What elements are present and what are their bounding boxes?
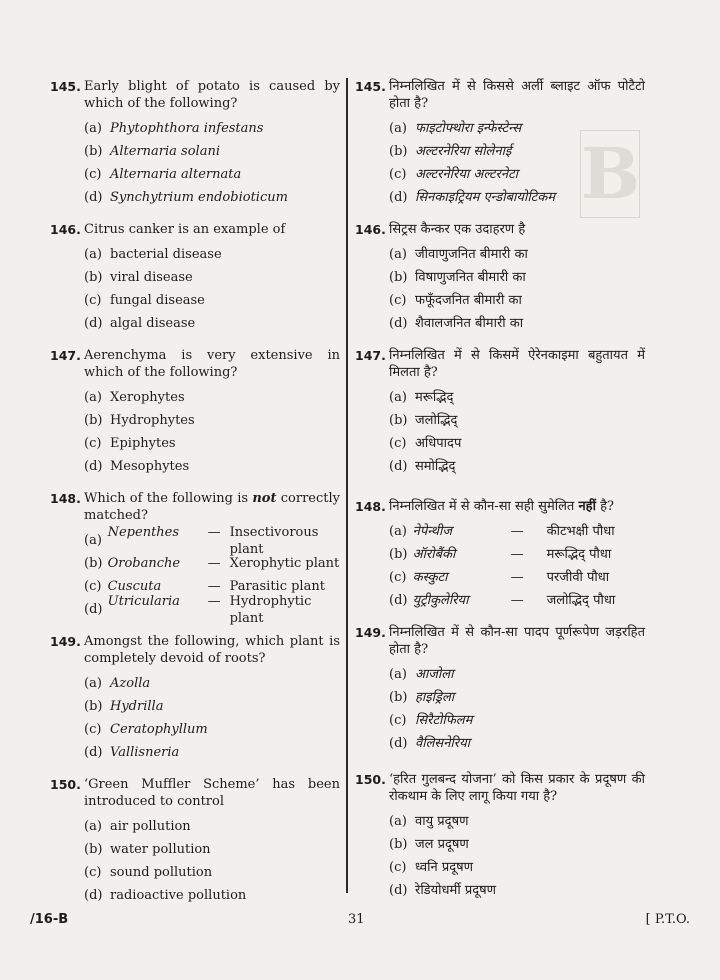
match-description: मरूद्भिद् पौधा	[546, 547, 612, 562]
option	[84, 741, 340, 764]
question-stem	[355, 624, 645, 658]
column-divider	[346, 78, 348, 893]
option-list	[84, 524, 340, 626]
option	[84, 455, 340, 478]
question	[50, 490, 340, 626]
option-letter: (a)	[84, 390, 102, 405]
match-term: ऑरोबैंकी	[412, 547, 456, 562]
option-letter: (d)	[389, 190, 408, 205]
option-list	[84, 815, 340, 907]
question-text: सिट्रस कैन्कर एक उदाहरण है	[389, 222, 526, 237]
please-turn-over: [ P.T.O.	[645, 912, 690, 927]
option-text: जल प्रदूषण	[415, 837, 469, 852]
question-text: ‘Green Muffler Scheme’ has been introduced to control	[84, 777, 340, 809]
match-term: Cuscuta	[107, 579, 162, 594]
match-dash: —	[207, 579, 221, 594]
option	[389, 289, 645, 312]
option-text: अल्टरनेरिया अल्टरनेटा	[415, 167, 519, 182]
option-list	[84, 117, 340, 209]
option	[84, 140, 340, 163]
option-text: Xerophytes	[110, 390, 185, 405]
match-description: कीटभक्षी पौधा	[546, 524, 615, 539]
option-letter: (c)	[389, 293, 407, 308]
option-letter: (b)	[389, 547, 408, 562]
option-letter: (c)	[389, 436, 407, 451]
option-letter: (a)	[389, 814, 407, 829]
option-list	[84, 386, 340, 478]
question	[50, 78, 340, 209]
option-text: Mesophytes	[110, 459, 190, 474]
option	[389, 409, 645, 432]
option-letter: (a)	[389, 524, 407, 539]
match-pair	[108, 524, 340, 558]
option-letter: (d)	[389, 316, 408, 331]
question-text	[84, 490, 340, 524]
option-text: फफूँदजनित बीमारी का	[415, 293, 522, 308]
option-letter: (a)	[389, 667, 407, 682]
option	[389, 663, 645, 686]
option	[84, 884, 340, 907]
option-letter: (a)	[84, 533, 102, 548]
english-column	[50, 78, 340, 907]
option-text: अधिपादप	[415, 436, 462, 451]
question-number: 148.	[355, 499, 386, 514]
option-letter: (d)	[84, 602, 103, 617]
question-number: 150.	[355, 772, 386, 787]
option	[84, 163, 340, 186]
question	[50, 776, 340, 907]
option-list	[389, 117, 645, 209]
option-letter: (b)	[84, 699, 103, 714]
option	[389, 833, 645, 856]
question-text: Citrus canker is an example of	[84, 222, 286, 237]
option-letter: (d)	[389, 736, 408, 751]
question-number: 150.	[50, 777, 81, 792]
question-text: निम्नलिखित में से किससे अर्ली ब्लाइट ऑफ पोटैटो होता है?	[389, 79, 645, 111]
option	[389, 266, 645, 289]
option-letter: (b)	[389, 144, 408, 159]
option-text: Azolla	[110, 676, 151, 691]
question-number: 148.	[50, 491, 81, 506]
option-text: viral disease	[110, 270, 193, 285]
option-letter: (d)	[84, 745, 103, 760]
option	[389, 432, 645, 455]
option-text: आजोला	[415, 667, 454, 682]
option-letter: (c)	[84, 579, 102, 594]
option-text: Hydrophytes	[110, 413, 195, 428]
option-letter: (c)	[389, 713, 407, 728]
option-letter: (b)	[84, 413, 103, 428]
option	[84, 117, 340, 140]
option	[389, 243, 645, 266]
option-letter: (a)	[84, 247, 102, 262]
option	[389, 566, 645, 589]
question-text: निम्नलिखित में से कौन-सा पादप पूर्णरूपेण जड़रहित होता है?	[389, 625, 645, 657]
option-text: शैवालजनित बीमारी का	[415, 316, 524, 331]
option-letter: (b)	[84, 144, 103, 159]
match-description: Insectivorous plant	[229, 524, 319, 557]
question-number: 149.	[50, 634, 81, 649]
option-letter: (a)	[389, 390, 407, 405]
question-stem	[355, 347, 645, 381]
question-stem	[50, 78, 340, 112]
option	[84, 861, 340, 884]
match-pair	[413, 546, 645, 563]
question-stem	[50, 776, 340, 810]
match-dash: —	[510, 547, 524, 562]
option-list	[84, 243, 340, 335]
option-text: algal disease	[110, 316, 196, 331]
question-number: 147.	[50, 348, 81, 363]
question-text-part: correctly matched?	[84, 491, 340, 523]
option-letter: (a)	[84, 121, 102, 136]
option-letter: (a)	[84, 676, 102, 691]
option-letter: (c)	[84, 436, 102, 451]
question-stem	[50, 347, 340, 381]
option-text: Vallisneria	[110, 745, 180, 760]
question	[50, 221, 340, 335]
match-dash: —	[207, 556, 221, 571]
question-text: निम्नलिखित में से किसमें ऐरेनकाइमा बहुतायत में मिलता है?	[389, 348, 645, 380]
option-letter: (b)	[84, 842, 103, 857]
match-dash: —	[510, 570, 524, 585]
question-number: 145.	[50, 79, 81, 94]
option-list	[389, 663, 645, 755]
option-text: air pollution	[110, 819, 191, 834]
option-letter: (d)	[84, 316, 103, 331]
question-number: 149.	[355, 625, 386, 640]
option	[84, 552, 340, 575]
option-letter: (a)	[389, 247, 407, 262]
option-letter: (b)	[84, 270, 103, 285]
option	[389, 879, 645, 902]
option-letter: (b)	[389, 837, 408, 852]
question-stem	[355, 78, 645, 112]
option-text: समोद्भिद्	[415, 459, 456, 474]
question-stem	[50, 221, 340, 238]
match-description: Xerophytic plant	[229, 556, 340, 571]
match-description: जलोद्भिद् पौधा	[546, 593, 616, 608]
option	[389, 117, 645, 140]
option	[389, 732, 645, 755]
option	[84, 409, 340, 432]
option-letter: (b)	[389, 413, 408, 428]
match-pair	[108, 593, 340, 627]
question-number: 147.	[355, 348, 386, 363]
option-letter: (a)	[389, 121, 407, 136]
match-pair	[413, 523, 645, 540]
option-list	[389, 243, 645, 335]
question-text-part: निम्नलिखित में से कौन-सा सही सुमेलित	[389, 499, 579, 514]
option-text: sound pollution	[110, 865, 213, 880]
option	[389, 543, 645, 566]
option	[84, 672, 340, 695]
option	[84, 186, 340, 209]
question	[50, 633, 340, 764]
option-list	[389, 810, 645, 902]
question	[355, 78, 645, 209]
booklet-code: /16-B	[30, 912, 69, 927]
option	[389, 589, 645, 612]
question	[355, 771, 645, 902]
option	[84, 432, 340, 455]
option	[84, 243, 340, 266]
option	[389, 140, 645, 163]
option-text: विषाणुजनित बीमारी का	[415, 270, 526, 285]
option-text: सिनकाइट्रियम एन्डोबायोटिकम	[415, 190, 556, 205]
option-text: Synchytrium endobioticum	[110, 190, 288, 205]
option	[84, 815, 340, 838]
option-text: Alternaria solani	[110, 144, 220, 159]
question	[355, 347, 645, 478]
option-text: ध्वनि प्रदूषण	[415, 860, 474, 875]
option-text: fungal disease	[110, 293, 205, 308]
question	[50, 347, 340, 478]
option	[389, 386, 645, 409]
option-text: water pollution	[110, 842, 211, 857]
option	[84, 289, 340, 312]
match-dash: —	[510, 524, 524, 539]
option-letter: (b)	[84, 556, 103, 571]
option-letter: (d)	[389, 459, 408, 474]
option-letter: (c)	[389, 860, 407, 875]
option-letter: (c)	[84, 293, 102, 308]
question-number: 146.	[50, 222, 81, 237]
question-stem	[355, 498, 645, 515]
question-number: 146.	[355, 222, 386, 237]
bleed-through-mark: B	[580, 130, 640, 218]
option-letter: (d)	[84, 459, 103, 474]
option	[84, 524, 340, 557]
question	[355, 221, 645, 335]
page-number: 31	[348, 912, 365, 927]
option-text: Phytophthora infestans	[110, 121, 264, 136]
match-pair	[108, 555, 340, 572]
question	[355, 498, 645, 612]
option-list	[389, 386, 645, 478]
question-stem	[50, 633, 340, 667]
question-text-part: है?	[595, 499, 614, 514]
option-text: bacterial disease	[110, 247, 222, 262]
match-description: Hydrophytic plant	[229, 593, 312, 626]
match-term: कस्कुटा	[412, 570, 448, 585]
option	[389, 520, 645, 543]
match-term: Utricularia	[107, 593, 180, 609]
option	[84, 312, 340, 335]
option	[389, 455, 645, 478]
match-dash: —	[207, 524, 221, 540]
option-letter: (b)	[389, 270, 408, 285]
option-text: radioactive pollution	[110, 888, 247, 903]
option	[389, 312, 645, 335]
match-term: Orobanche	[107, 556, 181, 571]
option-letter: (d)	[84, 190, 103, 205]
option-list	[389, 520, 645, 612]
option	[389, 709, 645, 732]
option	[389, 186, 645, 209]
option-text: Epiphytes	[110, 436, 176, 451]
question-stem	[50, 490, 340, 524]
hindi-column	[355, 78, 645, 902]
option-letter: (c)	[84, 722, 102, 737]
question-emphasis: नहीं	[578, 499, 596, 514]
question	[355, 624, 645, 755]
option	[389, 810, 645, 833]
option	[84, 838, 340, 861]
option-text: हाइड्रिला	[415, 690, 455, 705]
option-letter: (c)	[389, 167, 407, 182]
question-text	[389, 498, 645, 515]
option-letter: (d)	[389, 593, 408, 608]
option-letter: (c)	[84, 167, 102, 182]
option-text: मरूद्भिद्	[415, 390, 454, 405]
option	[84, 266, 340, 289]
option-text: Hydrilla	[110, 699, 164, 714]
option-text: वायु प्रदूषण	[415, 814, 469, 829]
option-letter: (d)	[84, 888, 103, 903]
option-text: वैलिसनेरिया	[415, 736, 471, 751]
option	[84, 386, 340, 409]
option-text: जलोद्भिद्	[415, 413, 458, 428]
option-text: सिरैटोफिलम	[415, 713, 473, 728]
question-stem	[355, 771, 645, 805]
question-text: Aerenchyma is very extensive in which of the following?	[84, 348, 340, 380]
question-text-part: Which of the following is	[84, 491, 253, 506]
option-text: रेडियोधर्मी प्रदूषण	[415, 883, 497, 898]
option	[389, 856, 645, 879]
option	[84, 695, 340, 718]
question-emphasis: not	[252, 491, 277, 506]
option-list	[84, 672, 340, 764]
option	[84, 718, 340, 741]
match-pair	[413, 569, 645, 586]
question-text: Amongst the following, which plant is completely devoid of roots?	[84, 634, 340, 666]
match-dash: —	[207, 593, 221, 609]
option-text: Ceratophyllum	[110, 722, 208, 737]
option	[84, 593, 340, 626]
match-description: Parasitic plant	[229, 579, 325, 594]
option-text: फाइटोफ्थोरा इन्फेस्टेन्स	[415, 121, 522, 136]
option-letter: (c)	[389, 570, 407, 585]
match-dash: —	[510, 593, 524, 608]
match-pair	[413, 592, 645, 609]
match-term: नेपेन्थीज	[412, 524, 452, 539]
option-letter: (d)	[389, 883, 408, 898]
question-stem	[355, 221, 645, 238]
option-letter: (a)	[84, 819, 102, 834]
page-footer	[30, 912, 690, 932]
match-term: Nepenthes	[107, 524, 180, 540]
option-text: जीवाणुजनित बीमारी का	[415, 247, 528, 262]
option-text: Alternaria alternata	[110, 167, 242, 182]
option-letter: (c)	[84, 865, 102, 880]
question-text: Early blight of potato is caused by which of the following?	[84, 79, 340, 111]
option-text: अल्टरनेरिया सोलेनाई	[415, 144, 512, 159]
option	[389, 686, 645, 709]
match-term: युट्रीकुलेरिया	[412, 593, 469, 608]
question-number: 145.	[355, 79, 386, 94]
question-text: ‘हरित गुलबन्द योजना’ को किस प्रकार के प्रदूषण की रोकथाम के लिए लागू किया गया है?	[389, 772, 645, 804]
match-description: परजीवी पौधा	[546, 570, 610, 585]
option	[389, 163, 645, 186]
option-letter: (b)	[389, 690, 408, 705]
